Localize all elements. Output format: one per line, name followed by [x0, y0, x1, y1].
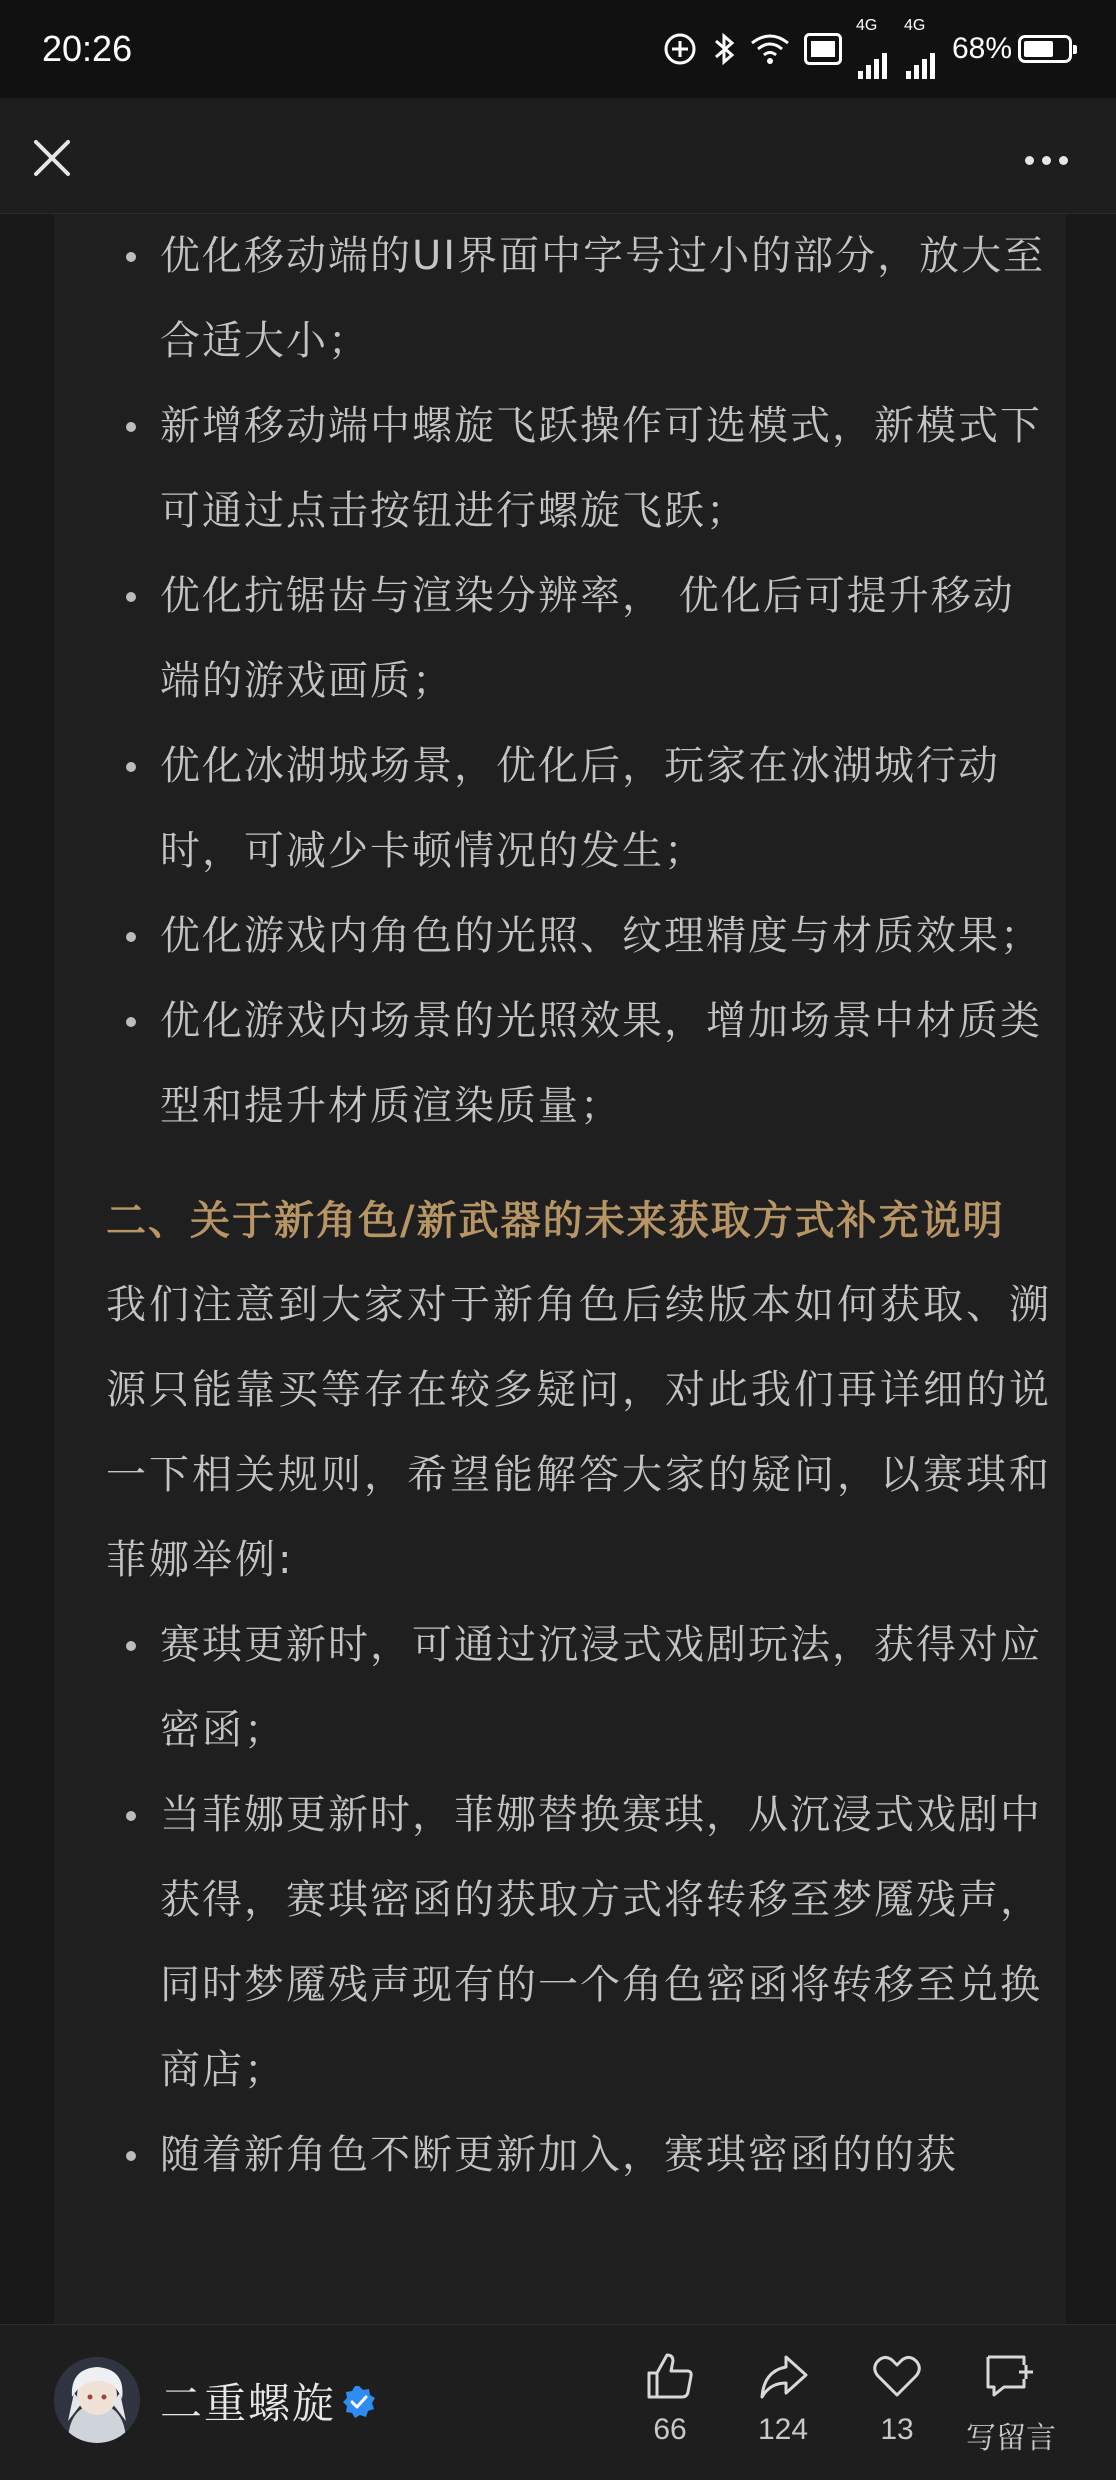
more-dots-icon [1042, 156, 1051, 165]
battery-icon [1018, 35, 1072, 63]
battery-percent: 68% [951, 32, 1012, 65]
close-button[interactable] [28, 134, 76, 182]
share-count: 124 [757, 2413, 809, 2446]
section-heading: 二、关于新角色/新武器的未来获取方式补充说明 [106, 1198, 1005, 1244]
favorite-button[interactable] [842, 2349, 952, 2447]
status-bar [0, 0, 1116, 98]
paragraph: 我们注意到大家对于新角色后续版本如何获取、溯源只能靠买等存在较多疑问，对此我们再详细的说一下相关规则，希望能解答大家的疑问，以赛琪和菲娜举例: [106, 1282, 1052, 1583]
account-name[interactable]: 二重螺旋 [160, 2379, 337, 2428]
bluetooth-icon [712, 31, 736, 67]
article-body [106, 214, 1066, 2198]
signal-icon [904, 51, 938, 81]
list-item: 优化游戏内角色的光照、纹理精度与材质效果； [106, 894, 1066, 979]
thumbs-up-icon [643, 2349, 697, 2403]
more-dots-icon [1025, 156, 1034, 165]
more-dots-icon [1059, 156, 1068, 165]
add-circle-icon [662, 31, 698, 67]
wifi-icon [750, 33, 790, 65]
favorite-count: 13 [880, 2413, 914, 2446]
like-count: 66 [653, 2413, 687, 2446]
list-item: 优化冰湖城场景，优化后，玩家在冰湖城行动时，可减少卡顿情况的发生； [106, 724, 1066, 894]
close-icon [32, 138, 72, 178]
share-button[interactable] [728, 2349, 838, 2447]
list-item: 当菲娜更新时，菲娜替换赛琪，从沉浸式戏剧中获得，赛琪密函的获取方式将转移至梦魇残声，同时梦魇残声现有的一个角色密函将转移至兑换商店； [106, 1773, 1066, 2113]
heart-icon [870, 2349, 924, 2403]
article-content[interactable] [54, 214, 1066, 2324]
network-type-label: 4G [855, 17, 878, 34]
list-item: 赛琪更新时，可通过沉浸式戏剧玩法，获得对应密函； [106, 1603, 1066, 1773]
list-item: 新增移动端中螺旋飞跃操作可选模式，新模式下可通过点击按钮进行螺旋飞跃； [106, 384, 1066, 554]
like-button[interactable] [615, 2349, 725, 2447]
write-comment-button[interactable] [956, 2349, 1066, 2457]
signal-icon [856, 51, 890, 81]
top-nav [0, 98, 1116, 214]
list-item: 优化抗锯齿与渲染分辨率， 优化后可提升移动端的游戏画质； [106, 554, 1066, 724]
share-arrow-icon [756, 2349, 810, 2403]
list-item: 随着新角色不断更新加入，赛琪密函的的获 [106, 2113, 1066, 2198]
verified-badge-icon [342, 2385, 376, 2419]
bottom-action-bar [0, 2324, 1116, 2480]
status-time: 20:26 [42, 28, 133, 69]
list-item: 优化移动端的UI界面中字号过小的部分，放大至合适大小； [106, 214, 1066, 384]
write-comment-label: 写留言 [966, 2422, 1056, 2455]
network-type-label: 4G [903, 17, 926, 34]
avatar[interactable] [54, 2357, 140, 2443]
bullet-list-top [106, 214, 1066, 1149]
list-item: 优化游戏内场景的光照效果，增加场景中材质类型和提升材质渲染质量； [106, 979, 1066, 1149]
status-icons [662, 17, 1072, 81]
more-button[interactable] [1016, 140, 1076, 180]
hd-icon [804, 33, 842, 65]
bullet-list-bottom [106, 1603, 1066, 2198]
comment-plus-icon [982, 2349, 1040, 2403]
battery [952, 32, 1072, 66]
battery-level-fill [1024, 41, 1053, 57]
avatar-portrait-icon [54, 2357, 140, 2443]
